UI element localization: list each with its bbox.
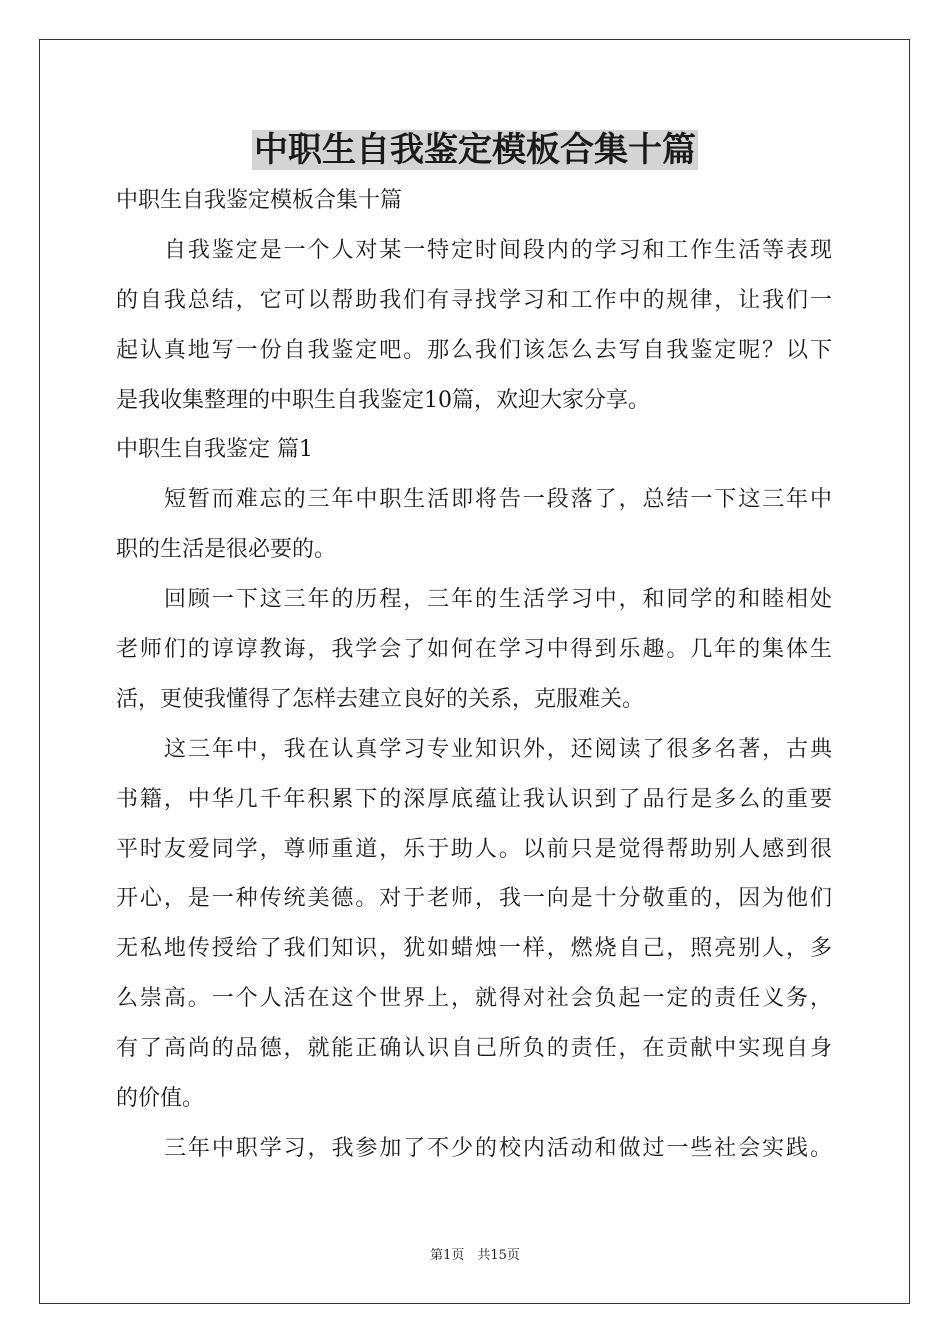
body-text-line: 老师们的谆谆教诲，我学会了如何在学习中得到乐趣。几年的集体生	[116, 637, 832, 663]
document-title-text: 中职生自我鉴定模板合集十篇	[254, 130, 696, 170]
body-text-line: 中职生自我鉴定模板合集十篇	[116, 188, 403, 213]
document-body	[116, 176, 832, 1174]
body-text-line: 三年中职学习，我参加了不少的校内活动和做过一些社会实践。	[164, 1135, 832, 1161]
body-text-line: 的自我总结，它可以帮助我们有寻找学习和工作中的规律，让我们一	[116, 287, 832, 313]
body-text-line: 有了高尚的品德，就能正确认识自己所负的责任，在贡献中实现自身	[116, 1036, 832, 1062]
body-text-line: 的价值。	[116, 1086, 205, 1112]
body-text-line: 起认真地写一份自我鉴定吧。那么我们该怎么去写自我鉴定呢？以下	[116, 337, 832, 363]
body-text-line: 么崇高。一个人活在这个世界上，就得对社会负起一定的责任义务，	[116, 986, 832, 1012]
body-text-line: 职的生活是很必要的。	[116, 537, 337, 563]
body-text-line: 自我鉴定是一个人对某一特定时间段内的学习和工作生活等表现	[164, 237, 832, 263]
document-title	[0, 128, 950, 172]
body-text-line: 中职生自我鉴定 篇1	[116, 437, 313, 463]
body-text-line: 回顾一下这三年的历程，三年的生活学习中，和同学的和睦相处	[164, 587, 832, 613]
body-text-line: 这三年中，我在认真学习专业知识外，还阅读了很多名著，古典	[164, 736, 832, 762]
page-number-footer: 第1页 共15页	[430, 1248, 520, 1263]
body-text-line: 无私地传授给了我们知识，犹如蜡烛一样，燃烧自己，照亮别人，多	[116, 936, 832, 962]
body-text-line: 书籍，中华几千年积累下的深厚底蕴让我认识到了品行是多么的重要	[116, 786, 832, 812]
body-text-line: 活，更使我懂得了怎样去建立良好的关系，克服难关。	[116, 686, 645, 712]
body-text-line: 是我收集整理的中职生自我鉴定10篇，欢迎大家分享。	[116, 387, 650, 413]
body-text-line: 短暂而难忘的三年中职生活即将告一段落了，总结一下这三年中	[164, 487, 832, 513]
body-text-line: 开心，是一种传统美德。对于老师，我一向是十分敬重的，因为他们	[116, 886, 832, 912]
body-text-line: 平时友爱同学，尊师重道，乐于助人。以前只是觉得帮助别人感到很	[116, 836, 832, 862]
